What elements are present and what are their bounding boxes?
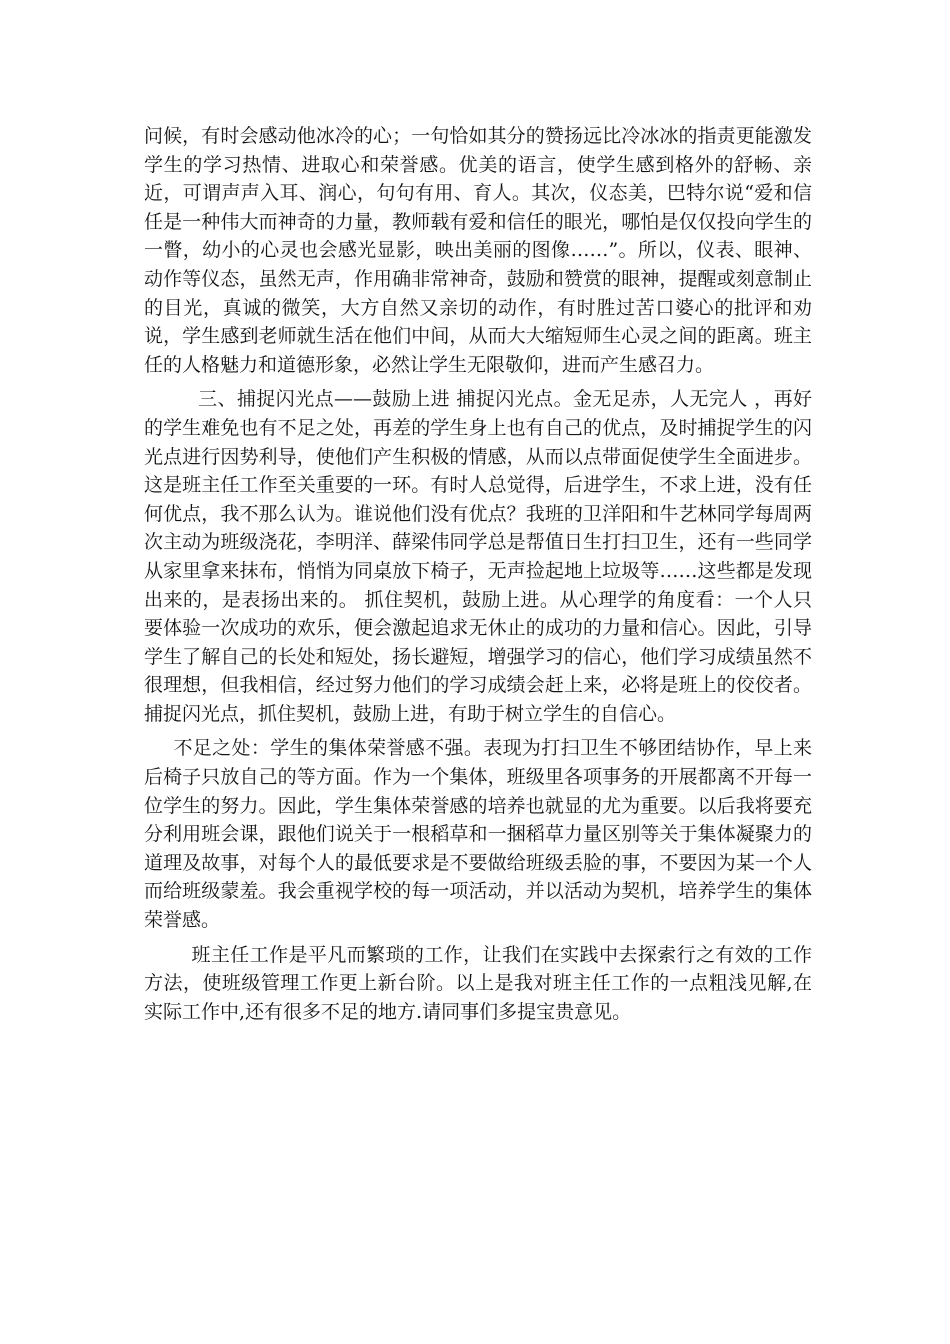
paragraph-shortcomings: 不足之处：学生的集体荣誉感不强。表现为打扫卫生不够团结协作，早上来后椅子只放自己的等方面。作为一个集体，班级里各项事务的开展都离不开每一位学生的努力。因此，学生集体荣誉感的培养也就显的尤为重要。以后我将要充分利用班会课，跟他们说关于一根稻草和一捆稻草力量区别等关于集体凝聚力的道理及故事，对每个人的最低要求是不要做给班级丢脸的事，不要因为某一个人而给班级蒙羞。我会重视学校的每一项活动，并以活动为契机，培养学生的集体荣誉感。 <box>144 737 812 932</box>
paragraph-demeanor: 问候，有时会感动他冰冷的心；一句恰如其分的赞扬远比冷冰冰的指责更能激发学生的学习热情、进取心和荣誉感。优美的语言，使学生感到格外的舒畅、亲近，可谓声声入耳、润心，句句有用、育人。其次，仪态美，巴特尔说“爱和信任是一种伟大而神奇的力量，教师载有爱和信任的眼光，哪怕是仅仅投向学生的一瞥，幼小的心灵也会感光显影，映出美丽的图像……”。所以，仪表、眼神、动作等仪态，虽然无声，作用确非常神奇，鼓励和赞赏的眼神，提醒或刻意制止的目光，真诚的微笑，大方自然又亲切的动作，有时胜过苦口婆心的批评和劝说，学生感到老师就生活在他们中间，从而大大缩短师生心灵之间的距离。班主任的人格魅力和道德形象，必然让学生无限敬仰，进而产生感召力。 <box>144 125 812 376</box>
paragraph-highlights: 三、捕捉闪光点——鼓励上进 捕捉闪光点。金无足赤，人无完人 ，再好的学生难免也有不足之处，再差的学生身上也有自己的优点，及时捕捉学生的闪光点进行因势利导，使他们产生积极的情感，从而以点带面促使学生全面进步。这是班主任工作至关重要的一环。有时人总觉得，后进学生，不求上进，没有任何优点，我不那么认为。谁说他们没有优点？我班的卫洋阳和牛艺林同学每周两次主动为班级浇花，李明洋、薛梁伟同学总是帮值日生打扫卫生，还有一些同学从家里拿来抹布，悄悄为同桌放下椅子，无声捡起地上垃圾等……这些都是发现出来的，是表扬出来的。 抓住契机，鼓励上进。从心理学的角度看：一个人只要体验一次成功的欢乐，便会激起追求无休止的成功的力量和信心。因此，引导学生了解自己的长处和短处，扬长避短，增强学习的信心，他们学习成绩虽然不很理想，但我相信，经过努力他们的学习成绩会赶上来，必将是班上的佼佼者。捕捉闪光点，抓住契机，鼓励上进，有助于树立学生的自信心。 <box>144 388 812 725</box>
paragraph-conclusion: 班主任工作是平凡而繁琐的工作，让我们在实践中去探索行之有效的工作方法，使班级管理工作更上新台阶。以上是我对班主任工作的一点粗浅见解,在实际工作中,还有很多不足的地方.请同事们多提宝贵意见。 <box>144 943 812 1023</box>
document-body <box>144 122 812 1026</box>
